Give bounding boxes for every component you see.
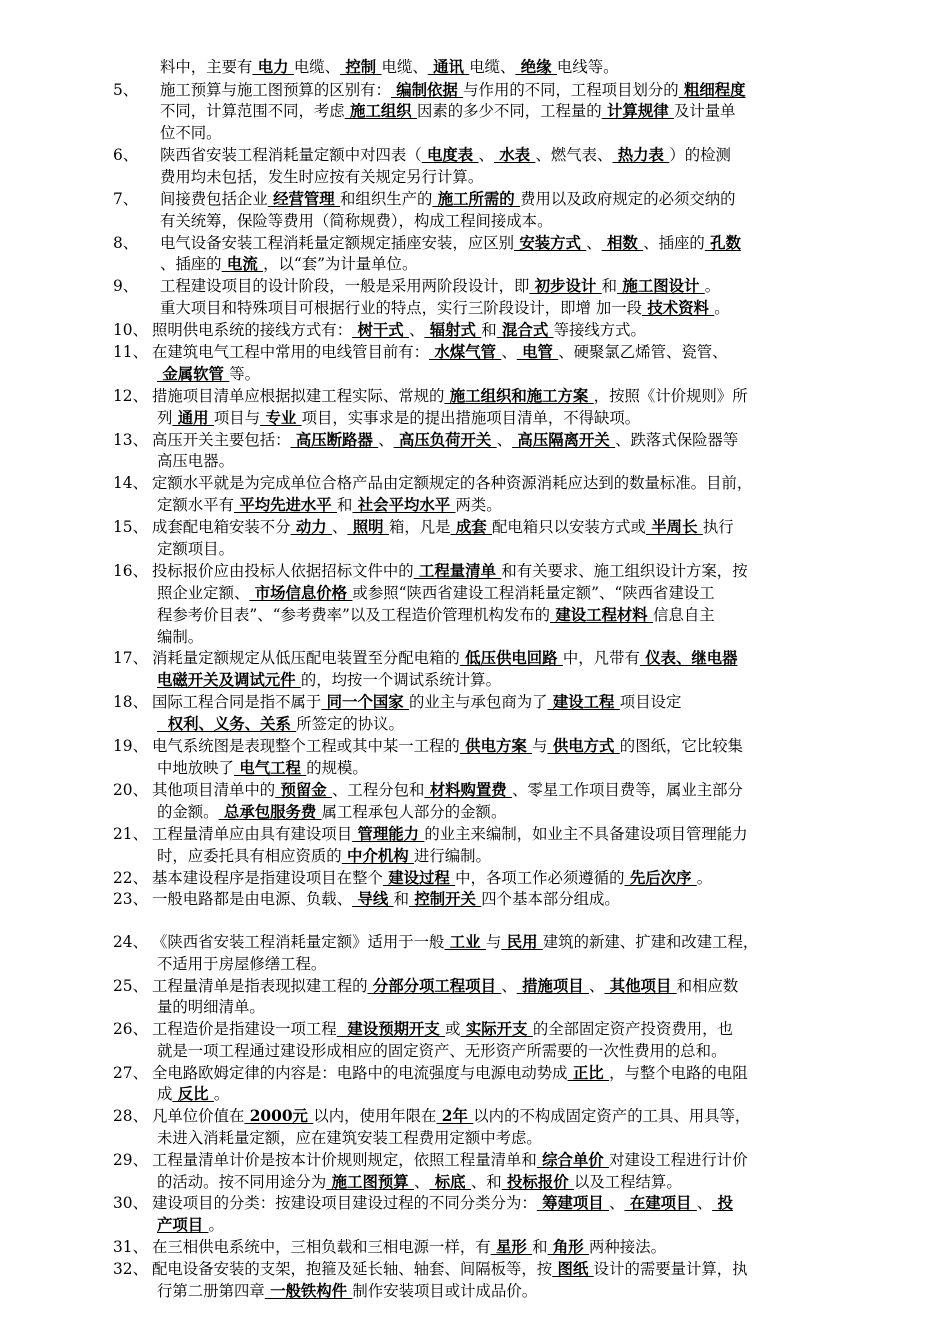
question-text: 间接费包括企业 bbox=[160, 190, 268, 208]
question-text: 对建设工程进行计价 bbox=[609, 1151, 748, 1169]
answer-blank: 树干式 bbox=[352, 321, 409, 339]
text-line bbox=[160, 167, 483, 189]
answer-blank: 供电方案 bbox=[459, 737, 533, 755]
question-text: 、 bbox=[501, 977, 517, 995]
question-text: 成 bbox=[157, 1085, 173, 1103]
question-text: 等。 bbox=[229, 365, 261, 383]
question-text: 、 bbox=[496, 431, 513, 449]
text-line bbox=[152, 517, 734, 539]
text-line bbox=[160, 233, 741, 255]
item-number: 22、 bbox=[113, 869, 148, 887]
item-number: 26、 bbox=[113, 1020, 148, 1038]
question-text: 程参考价目表”、“参考费率”以及工程造价管理机构发布的 bbox=[157, 606, 550, 624]
question-text: 成套配电箱安装不分 bbox=[152, 518, 291, 536]
question-text: 的活动。按不同用途分为 bbox=[157, 1173, 327, 1191]
answer-blank: 相数 bbox=[601, 234, 644, 252]
text-line bbox=[152, 1019, 733, 1041]
answer-blank: 市场信息价格 bbox=[249, 584, 353, 602]
answer-blank: 投标报价 bbox=[501, 1173, 574, 1191]
text-line bbox=[152, 868, 712, 890]
question-text: 料中，主要有 bbox=[160, 58, 253, 76]
text-line bbox=[152, 1259, 748, 1281]
question-text: 。 bbox=[213, 1085, 230, 1103]
item-number: 12、 bbox=[113, 387, 148, 405]
question-text: 就是一项工程通过建设形成相应的固定资产、无形资产所需要的一次性费用的总和。 bbox=[157, 1042, 727, 1060]
question-text: 中，各项工作必须遵循的 bbox=[455, 869, 625, 887]
answer-blank: 高压负荷开关 bbox=[393, 431, 497, 449]
question-text: 和 bbox=[337, 496, 353, 514]
question-text: 、 bbox=[696, 1194, 713, 1212]
question-text: 制作安装项目或计成品价。 bbox=[352, 1282, 538, 1300]
item-number: 17、 bbox=[113, 649, 148, 667]
text-line bbox=[157, 1084, 229, 1106]
question-text: 箱，凡是 bbox=[388, 518, 451, 536]
question-text: 定额水平就是为完成单位合格产品由定额规定的各种资源消耗应达到的数量标准。目前， bbox=[152, 474, 753, 492]
question-text: 属工程承包人部分的金额。 bbox=[321, 803, 507, 821]
answer-blank: 导线 bbox=[352, 890, 394, 908]
answer-blank: 电度表 bbox=[421, 146, 479, 164]
item-number: 7、 bbox=[113, 190, 139, 208]
question-text: 和 bbox=[393, 890, 409, 908]
answer-blank: 施工所需的 bbox=[432, 190, 521, 208]
answer-blank: 材料购置费 bbox=[424, 781, 513, 799]
question-text: 在建筑电气工程中常用的电线管目前有： bbox=[152, 343, 430, 361]
question-text: 执行 bbox=[702, 518, 734, 536]
text-line bbox=[157, 954, 326, 976]
question-text: 照明供电系统的接线方式有： bbox=[152, 321, 353, 339]
answer-blank: 一般铁构件 bbox=[264, 1282, 353, 1300]
text-line bbox=[152, 780, 743, 802]
question-text: 工程量清单应由具有建设项目 bbox=[152, 825, 353, 843]
question-text: 以内，使用年限在 bbox=[313, 1107, 437, 1125]
question-text: 和相应数 bbox=[676, 977, 739, 995]
text-line bbox=[152, 824, 748, 846]
text-line bbox=[157, 714, 404, 736]
question-text: 高压电器。 bbox=[157, 452, 234, 470]
answer-blank: 电磁开关及调试元件 bbox=[157, 671, 301, 689]
question-text: ，以“套”为计量单位。 bbox=[263, 255, 418, 273]
text-line bbox=[157, 1281, 537, 1303]
answer-blank: 角形 bbox=[547, 1238, 590, 1256]
text-line bbox=[157, 1041, 726, 1063]
text-line bbox=[152, 932, 758, 954]
answer-blank: 在建项目 bbox=[624, 1194, 697, 1212]
answer-blank: 建设工程材料 bbox=[549, 606, 654, 624]
question-text: 高压开关主要包括： bbox=[152, 431, 291, 449]
text-line bbox=[157, 997, 265, 1019]
question-text: 的业主与承包商为了 bbox=[408, 693, 548, 711]
answer-blank: 绝缘 bbox=[515, 58, 557, 76]
question-text: 凡单位价值在 bbox=[152, 1107, 245, 1125]
answer-blank: 计算规律 bbox=[601, 102, 674, 120]
text-line bbox=[152, 430, 738, 452]
question-text: 重大项目和特殊项目可根据行业的特点，实行三阶段设计，即增 加一段 bbox=[160, 299, 643, 317]
question-text: 时，应委托具有相应资质的 bbox=[157, 847, 342, 865]
item-number: 24、 bbox=[113, 933, 148, 951]
answer-blank: 供电方式 bbox=[547, 737, 620, 755]
question-text: 、零星工作项目费等，属业主部分 bbox=[512, 781, 743, 799]
answer-blank: 经营管理 bbox=[267, 190, 341, 208]
text-line bbox=[157, 408, 640, 430]
text-line bbox=[157, 846, 491, 868]
answer-blank: 正比 bbox=[567, 1064, 610, 1082]
question-text: 以及工程结算。 bbox=[573, 1173, 682, 1191]
question-text: 、插座的 bbox=[160, 255, 222, 273]
question-text: 电缆、 bbox=[381, 58, 428, 76]
question-text: 电缆、 bbox=[469, 58, 516, 76]
question-text: 、 bbox=[501, 343, 517, 361]
answer-blank: 粗细程度 bbox=[678, 81, 746, 99]
question-text: 列 bbox=[157, 409, 173, 427]
question-text: 两类。 bbox=[455, 496, 502, 514]
question-text: ）的检测 bbox=[669, 146, 731, 164]
answer-blank: 金属软管 bbox=[157, 365, 230, 383]
question-text: 。 bbox=[714, 299, 730, 317]
question-text: 、和 bbox=[470, 1173, 502, 1191]
question-text: 的图纸，它比较集 bbox=[619, 737, 743, 755]
text-line bbox=[157, 1172, 682, 1194]
question-text: 位不同。 bbox=[160, 124, 222, 142]
text-line bbox=[157, 758, 368, 780]
text-line bbox=[160, 145, 731, 167]
question-text: 行第二册第四章 bbox=[157, 1282, 265, 1300]
item-number: 19、 bbox=[113, 737, 148, 755]
question-text: 电线等。 bbox=[556, 58, 619, 76]
answer-blank: 施工组织和施工方案 bbox=[444, 387, 594, 405]
answer-blank: 初步设计 bbox=[529, 277, 602, 295]
question-text: 、 bbox=[413, 1173, 430, 1191]
answer-blank: 其他项目 bbox=[604, 977, 677, 995]
text-line bbox=[160, 254, 417, 276]
question-text: 与 bbox=[485, 933, 502, 951]
text-line bbox=[160, 80, 746, 102]
answer-blank: 专业 bbox=[260, 409, 302, 427]
question-text: 消耗量定额规定从低压配电装置至分配电箱的 bbox=[152, 649, 460, 667]
question-text: 设计的需要量计算，执 bbox=[593, 1260, 748, 1278]
answer-blank: 电气工程 bbox=[233, 759, 307, 777]
question-text: 以内的不构成固定资产的工具、用具等， bbox=[473, 1107, 751, 1125]
question-text: 和 bbox=[601, 277, 618, 295]
item-number: 31、 bbox=[113, 1238, 148, 1256]
question-text: ，按照《计价规则》所 bbox=[593, 387, 748, 405]
question-text: 其他项目清单中的 bbox=[152, 781, 276, 799]
answer-blank: 低压供电回路 bbox=[459, 649, 563, 667]
answer-blank: 电管 bbox=[516, 343, 559, 361]
answer-blank: 施工图预算 bbox=[326, 1173, 414, 1191]
question-text: 、硬聚氯乙烯管、瓷管、 bbox=[558, 343, 728, 361]
question-text: 、工程分包和 bbox=[332, 781, 425, 799]
question-text: 陕西省安装工程消耗量定额中对四表（ bbox=[160, 146, 422, 164]
text-line bbox=[157, 1215, 224, 1237]
question-text: 、 bbox=[378, 431, 394, 449]
answer-blank: 分部分项工程项目 bbox=[367, 977, 502, 995]
question-text: 费用均未包括，发生时应按有关规定另行计算。 bbox=[160, 168, 484, 186]
question-text: 信息自主 bbox=[653, 606, 715, 624]
answer-blank: 建设预期开支 bbox=[336, 1020, 446, 1038]
answer-blank: 产项目 bbox=[157, 1216, 209, 1234]
answer-blank: 电力 bbox=[252, 58, 294, 76]
item-number: 10、 bbox=[113, 321, 148, 339]
text-line bbox=[152, 1237, 666, 1259]
item-number: 11、 bbox=[113, 343, 148, 361]
item-number: 6、 bbox=[113, 146, 139, 164]
question-text: 配电设备安装的支架，抱箍及延长轴、轴套、间隔板等，按 bbox=[152, 1260, 553, 1278]
item-number: 27、 bbox=[113, 1064, 148, 1082]
answer-blank: 先后次序 bbox=[624, 869, 697, 887]
text-line bbox=[152, 648, 738, 670]
answer-blank: 技术资料 bbox=[642, 299, 715, 317]
question-text: 不同，计算范围不同，考虑 bbox=[160, 102, 345, 120]
question-text: 一般电路都是由电源、负载、 bbox=[152, 890, 353, 908]
answer-blank: 仪表、继电器 bbox=[639, 649, 738, 667]
question-text: 和 bbox=[481, 321, 497, 339]
question-text: 。 bbox=[696, 869, 713, 887]
answer-blank: 控制开关 bbox=[409, 890, 482, 908]
question-text: 等接线方式。 bbox=[553, 321, 646, 339]
answer-blank: 标底 bbox=[429, 1173, 471, 1191]
text-line bbox=[157, 451, 234, 473]
question-text: 配电箱只以安装方式或 bbox=[492, 518, 646, 536]
text-line bbox=[152, 386, 748, 408]
answer-blank: 综合单价 bbox=[536, 1151, 610, 1169]
question-text: 、燃气表、 bbox=[535, 146, 613, 164]
text-line bbox=[157, 605, 715, 627]
answer-blank: 照明 bbox=[347, 518, 389, 536]
question-text: 所签定的协议。 bbox=[296, 715, 404, 733]
text-line bbox=[160, 189, 736, 211]
answer-blank: 图纸 bbox=[552, 1260, 594, 1278]
text-line bbox=[152, 976, 738, 998]
question-text: 国际工程合同是指不属于 bbox=[152, 693, 322, 711]
item-number: 9、 bbox=[113, 277, 139, 295]
text-line bbox=[160, 101, 736, 123]
question-text: 、插座的 bbox=[643, 234, 705, 252]
question-text: 《陕西省安装工程消耗量定额》适用于一般 bbox=[152, 933, 445, 951]
text-line bbox=[160, 123, 222, 145]
question-text: 定额项目。 bbox=[157, 540, 234, 558]
question-text: 的金额。 bbox=[157, 803, 219, 821]
answer-blank: 安装方式 bbox=[514, 234, 587, 252]
question-text: 、 bbox=[332, 518, 348, 536]
answer-blank: 成套 bbox=[450, 518, 493, 536]
question-text: 的，均按一个调试系统计算。 bbox=[300, 671, 501, 689]
question-text: 两种接法。 bbox=[589, 1238, 666, 1256]
answer-blank: 2000元 bbox=[244, 1107, 314, 1125]
question-text: 的规模。 bbox=[306, 759, 368, 777]
item-number: 29、 bbox=[113, 1151, 148, 1169]
item-number: 30、 bbox=[113, 1194, 148, 1212]
text-line bbox=[152, 1063, 748, 1085]
question-text: 与作用的不同，工程项目划分的 bbox=[463, 81, 679, 99]
question-text: 照企业定额、 bbox=[157, 584, 250, 602]
item-number: 23、 bbox=[113, 890, 148, 908]
answer-blank: 民用 bbox=[501, 933, 543, 951]
question-text: 。 bbox=[704, 277, 721, 295]
text-line bbox=[152, 1193, 733, 1215]
answer-blank: 电流 bbox=[221, 255, 264, 273]
text-line bbox=[157, 670, 501, 692]
question-text: 、 bbox=[609, 1194, 625, 1212]
answer-blank: 通讯 bbox=[427, 58, 470, 76]
question-text: 基本建设程序是指建设项目在整个 bbox=[152, 869, 383, 887]
question-text: 和有关要求、施工组织设计方案，按 bbox=[501, 562, 748, 580]
answer-blank: 施工组织 bbox=[344, 102, 417, 120]
item-number: 18、 bbox=[113, 693, 148, 711]
answer-blank: 动力 bbox=[290, 518, 333, 536]
answer-blank: 筹建项目 bbox=[536, 1194, 610, 1212]
question-text: 或参照“陕西省建设工程消耗量定额”、“陕西省建设工 bbox=[352, 584, 715, 602]
question-text: 、 bbox=[478, 146, 494, 164]
item-number: 14、 bbox=[113, 474, 148, 492]
question-text: 不适用于房屋修缮工程。 bbox=[157, 955, 327, 973]
text-line bbox=[152, 1150, 748, 1172]
question-text: 电气设备安装工程消耗量定额规定插座安装，应区别 bbox=[160, 234, 514, 252]
answer-blank: 平均先进水平 bbox=[233, 496, 338, 514]
text-line bbox=[160, 298, 730, 320]
question-text: 四个基本部分组成。 bbox=[481, 890, 620, 908]
question-text: 和组织生产的 bbox=[340, 190, 433, 208]
answer-blank: 水表 bbox=[493, 146, 536, 164]
question-text: 工程建设项目的设计阶段，一般是采用两阶段设计，即 bbox=[160, 277, 530, 295]
answer-blank: 总承包服务费 bbox=[218, 803, 322, 821]
item-number: 28、 bbox=[113, 1107, 148, 1125]
text-line bbox=[152, 342, 728, 364]
answer-blank: 投 bbox=[712, 1194, 733, 1212]
answer-blank: 半周长 bbox=[645, 518, 703, 536]
answer-blank: 高压断路器 bbox=[290, 431, 379, 449]
question-text: 工程造价是指建设一项工程 bbox=[152, 1020, 337, 1038]
answer-blank: 混合式 bbox=[496, 321, 554, 339]
question-text: 工程量清单计价是按本计价规则规定，依照工程量清单和 bbox=[152, 1151, 537, 1169]
text-line bbox=[157, 583, 715, 605]
answer-blank: 反比 bbox=[172, 1085, 214, 1103]
answer-blank: 中介机构 bbox=[341, 847, 414, 865]
question-text: 、 bbox=[408, 321, 425, 339]
text-line bbox=[157, 802, 506, 824]
question-text: 量的明细清单。 bbox=[157, 998, 265, 1016]
question-text: 因素的多少不同，工程量的 bbox=[416, 102, 602, 120]
question-text: 、 bbox=[586, 234, 602, 252]
answer-blank: 建设工程 bbox=[547, 693, 620, 711]
answer-blank: 辐射式 bbox=[424, 321, 482, 339]
question-text: 、跌落式保险器等 bbox=[615, 431, 739, 449]
question-text: 施工预算与施工图预算的区别有： bbox=[160, 81, 391, 99]
question-text: 投标报价应由投标人依据招标文件中的 bbox=[152, 562, 414, 580]
text-line bbox=[152, 889, 620, 911]
answer-blank: 控制 bbox=[340, 58, 382, 76]
question-text: 项目，实事求是的提出措施项目清单，不得缺项。 bbox=[301, 409, 641, 427]
item-number: 32、 bbox=[113, 1260, 148, 1278]
question-text: 中，凡带有 bbox=[562, 649, 640, 667]
question-text: ，与整个电路的电阻 bbox=[609, 1064, 748, 1082]
answer-blank: 管理能力 bbox=[352, 825, 425, 843]
answer-blank: 孔数 bbox=[704, 234, 741, 252]
question-text: 的全部固定资产投资费用，也 bbox=[532, 1020, 733, 1038]
text-line bbox=[152, 736, 743, 758]
question-text: 有关统筹，保险等费用（简称规费），构成工程间接成本。 bbox=[160, 212, 553, 230]
question-text: 建设项目的分类：按建设项目建设过程的不同分类分为： bbox=[152, 1194, 537, 1212]
answer-blank: 工程量清单 bbox=[413, 562, 502, 580]
question-text: 或 bbox=[445, 1020, 461, 1038]
question-text: 未进入消耗量定额，应在建筑安装工程费用定额中考虑。 bbox=[157, 1129, 542, 1147]
question-text: 和 bbox=[532, 1238, 548, 1256]
question-text: 项目与 bbox=[213, 409, 261, 427]
answer-blank: 工业 bbox=[444, 933, 486, 951]
question-text: 。 bbox=[208, 1216, 224, 1234]
question-text: 电缆、 bbox=[293, 58, 341, 76]
answer-blank: 权利、义务、关系 bbox=[157, 715, 297, 733]
question-text: 的业主来编制，如业主不具备建设项目管理能力 bbox=[424, 825, 748, 843]
text-line bbox=[157, 627, 203, 649]
answer-blank: 实际开支 bbox=[460, 1020, 533, 1038]
text-line bbox=[157, 539, 234, 561]
question-text: 电气系统图是表现整个工程或其中某一工程的 bbox=[152, 737, 460, 755]
item-number: 15、 bbox=[113, 518, 148, 536]
question-text: 项目设定 bbox=[619, 693, 682, 711]
text-line bbox=[152, 692, 681, 714]
question-text: 编制。 bbox=[157, 628, 204, 646]
item-number: 21、 bbox=[113, 825, 148, 843]
question-text: 与 bbox=[532, 737, 548, 755]
text-line bbox=[152, 1106, 750, 1128]
answer-blank: 预留金 bbox=[275, 781, 333, 799]
answer-blank: 施工图设计 bbox=[617, 277, 705, 295]
question-text: 在三相供电系统中，三相负载和三相电源一样，有 bbox=[152, 1238, 491, 1256]
question-text: 定额水平有 bbox=[157, 496, 234, 514]
text-line bbox=[157, 364, 260, 386]
answer-blank: 水煤气管 bbox=[429, 343, 502, 361]
question-text: 工程量清单是指表现拟建工程的 bbox=[152, 977, 368, 995]
question-text: 中地放映了 bbox=[157, 759, 234, 777]
text-line bbox=[160, 57, 619, 79]
question-text: 措施项目清单应根据拟建工程实际、常规的 bbox=[152, 387, 445, 405]
answer-blank: 高压隔离开关 bbox=[512, 431, 616, 449]
answer-blank: 星形 bbox=[490, 1238, 533, 1256]
answer-blank: 社会平均水平 bbox=[352, 496, 456, 514]
question-text: 费用以及政府规定的必须交纳的 bbox=[520, 190, 736, 208]
item-number: 25、 bbox=[113, 977, 148, 995]
answer-blank: 编制依据 bbox=[390, 81, 464, 99]
question-text: 及计量单 bbox=[673, 102, 736, 120]
answer-blank: 措施项目 bbox=[516, 977, 590, 995]
item-number: 20、 bbox=[113, 781, 148, 799]
item-number: 5、 bbox=[113, 81, 139, 99]
answer-blank: 同一个国家 bbox=[321, 693, 409, 711]
question-text: 进行编制。 bbox=[413, 847, 491, 865]
text-line bbox=[157, 1128, 542, 1150]
item-number: 13、 bbox=[113, 431, 148, 449]
item-number: 8、 bbox=[113, 234, 139, 252]
text-line bbox=[160, 276, 720, 298]
text-line bbox=[152, 320, 646, 342]
answer-blank: 2年 bbox=[436, 1107, 474, 1125]
answer-blank: 通用 bbox=[172, 409, 214, 427]
question-text: 全电路欧姆定律的内容是：电路中的电流强度与电源电动势成 bbox=[152, 1064, 568, 1082]
answer-blank: 热力表 bbox=[612, 146, 670, 164]
text-line bbox=[152, 473, 752, 495]
text-line bbox=[160, 211, 552, 233]
question-text: 、 bbox=[589, 977, 605, 995]
text-line bbox=[157, 495, 502, 517]
answer-blank: 建设过程 bbox=[382, 869, 456, 887]
question-text: 建筑的新建、扩建和改建工程， bbox=[542, 933, 759, 951]
text-line bbox=[152, 561, 748, 583]
item-number: 16、 bbox=[113, 562, 148, 580]
